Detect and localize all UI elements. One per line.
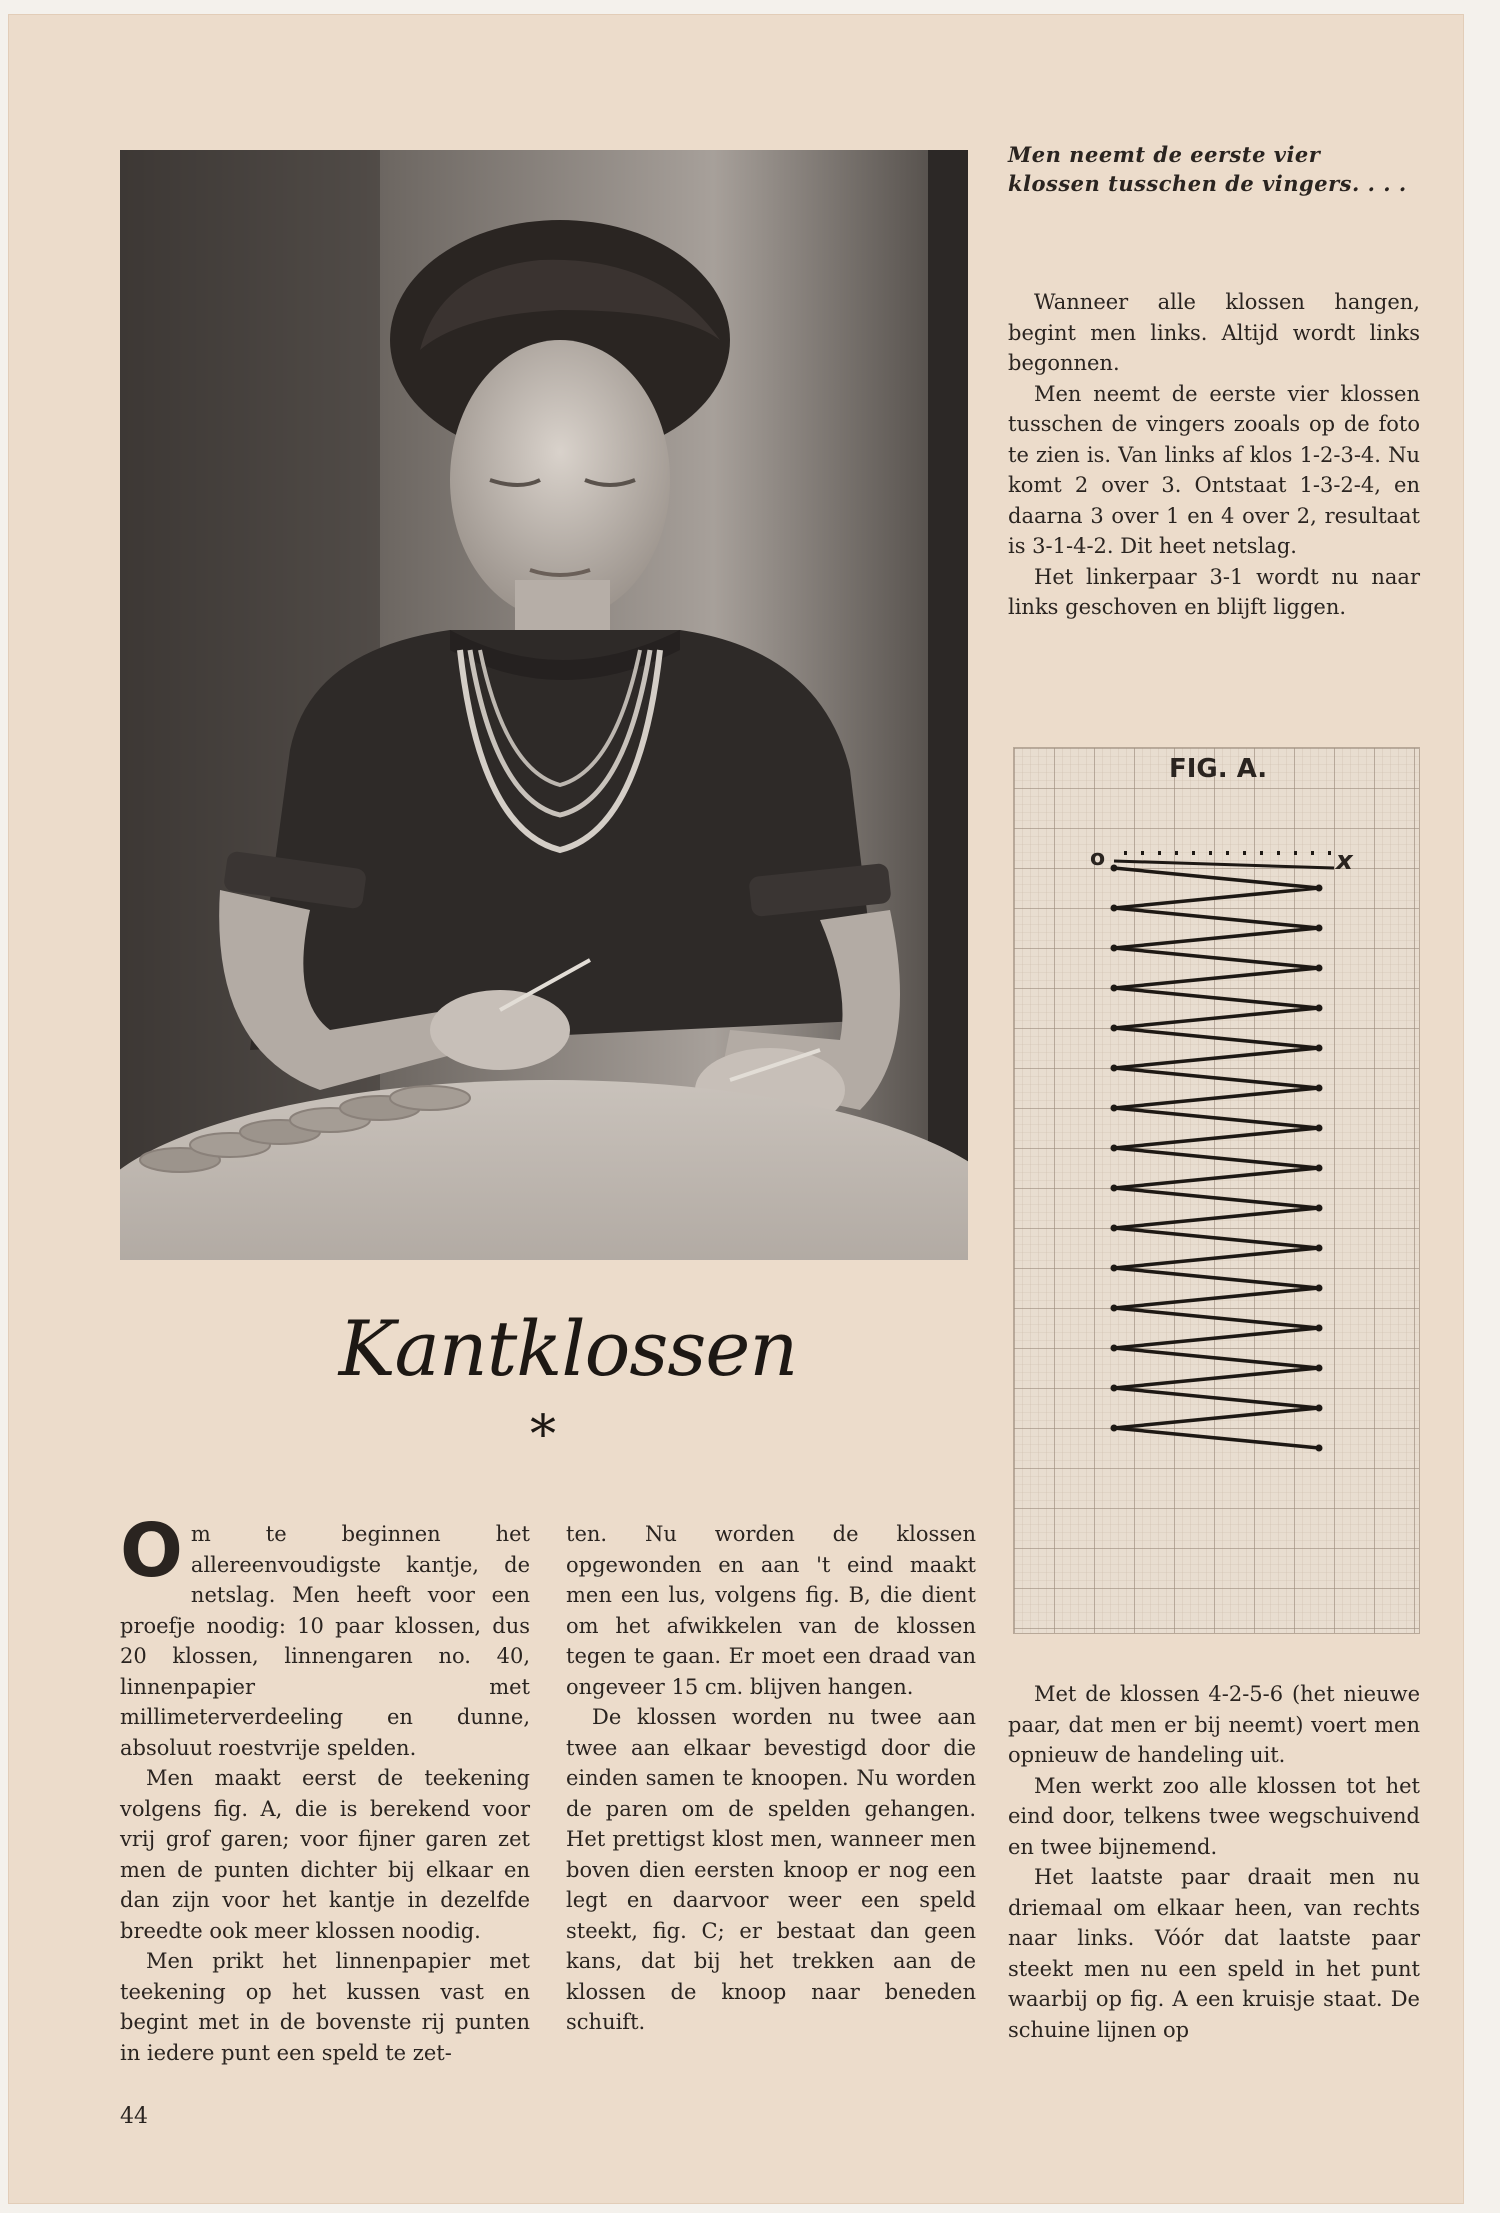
paragraph: ten. Nu worden de klossen opgewonden en aan 't eind maakt men een lus, volgens fig. B, die dient om het afwikkelen van de klossen tegen te gaan. Er moet een draad van ongeveer 15 cm. blijven hangen. [566, 1522, 976, 1699]
pin-point [1111, 1145, 1118, 1152]
middle-column [566, 1519, 976, 2038]
pin-point [1316, 1085, 1323, 1092]
right-column-top [1008, 287, 1420, 623]
pin-point [1316, 1045, 1323, 1052]
pin-point [1316, 1245, 1323, 1252]
paragraph: Men maakt eerst de teekening volgens fig. A, die is berekend voor vrij grof garen; voor fijner garen zet men de punten dichter bij elkaar en dan zijn voor het kantje in dezelfde breedte ook meer klossen noodig. [120, 1766, 530, 1943]
fig-a-start-mark: o [1090, 846, 1106, 871]
pin-point [1316, 1125, 1323, 1132]
pin-point [1316, 1405, 1323, 1412]
pin-point [1111, 1425, 1118, 1432]
pin-point [1111, 1065, 1118, 1072]
photo-caption: Men neemt de eerste vier klossen tusschen de vingers. . . . [1008, 142, 1407, 196]
paragraph: Het linkerpaar 3-1 wordt nu naar links geschoven en blijft liggen. [1008, 564, 1420, 619]
pin-point [1316, 1325, 1323, 1332]
pin-point [1111, 1105, 1118, 1112]
pin-point [1111, 1265, 1118, 1272]
pin-point [1111, 905, 1118, 912]
asterisk-ornament: * [530, 1405, 556, 1465]
page-number: 44 [120, 2104, 148, 2129]
article-title: Kantklossen [338, 1304, 798, 1393]
pin-point [1316, 1165, 1323, 1172]
paragraph: Men werkt zoo alle klossen tot het eind door, telkens twee wegschuivend en twee bijnemend. [1008, 1773, 1420, 1859]
paragraph: Wanneer alle klossen hangen, begint men links. Altijd wordt links begonnen. [1008, 290, 1420, 375]
pin-point [1316, 1005, 1323, 1012]
pin-point [1111, 985, 1118, 992]
pin-point [1316, 1445, 1323, 1452]
right-column-bottom [1008, 1679, 1420, 2045]
photo-illustration [120, 150, 968, 1260]
fig-a-label: FIG. A. [1169, 754, 1268, 784]
fig-a-diagram [1014, 748, 1419, 1633]
pin-point [1111, 945, 1118, 952]
pin-point [1111, 1225, 1118, 1232]
paragraph: Men neemt de eerste vier klossen tusschen de vingers zooals op de foto te zien is. Van links af klos 1-2-3-4. Nu komt 2 over 3. Ontstaat 1-3-2-4, en daarna 3 over 1 en 4 over 2, resultaat is 3-1-4-2. Dit heet netslag. [1008, 381, 1420, 558]
pin-point [1111, 1385, 1118, 1392]
left-column [120, 1508, 530, 2068]
pin-point [1111, 1305, 1118, 1312]
pin-point [1316, 1205, 1323, 1212]
magazine-page [8, 14, 1464, 2204]
paragraph: Het laatste paar draait men nu driemaal om elkaar heen, van rechts naar links. Vóór dat laatste paar steekt men nu een speld in het punt waarbij op fig. A een kruisje staat. De schuine lijnen op [1008, 1865, 1420, 2042]
pin-point [1316, 1285, 1323, 1292]
pin-point [1111, 1345, 1118, 1352]
pin-point [1111, 865, 1118, 872]
figure-a [1013, 747, 1420, 1634]
pin-point [1316, 925, 1323, 932]
fig-a-end-mark: x [1336, 846, 1353, 876]
pin-point [1111, 1185, 1118, 1192]
pin-point [1316, 885, 1323, 892]
paragraph: Met de klossen 4-2-5-6 (het nieuwe paar, dat men er bij neemt) voert men opnieuw de handeling uit. [1008, 1682, 1420, 1767]
first-paragraph-text: m te beginnen het allereenvoudigste kantje, de netslag. Men heeft voor een proefje noodig: 10 paar klossen, dus 20 klossen, linnengaren no. 40, linnenpapier met millimeterverdeeling en dunne, absoluut roestvrije spelden. [120, 1522, 530, 1760]
pin-point [1111, 1025, 1118, 1032]
pin-point [1316, 1365, 1323, 1372]
paragraph [120, 1508, 530, 1763]
pin-point [1316, 965, 1323, 972]
paragraph: Men prikt het linnenpapier met teekening op het kussen vast en begint met in de bovenste rij punten in iedere punt een speld te zet- [120, 1949, 530, 2065]
drop-cap: O [120, 1508, 183, 1594]
lacemaking-photo [120, 150, 968, 1260]
paragraph: De klossen worden nu twee aan twee aan elkaar bevestigd door die einden samen te knoopen. Nu worden de paren om de spelden gehangen. Het prettigst klost men, wanneer men boven dien eersten knoop er nog een legt en daarvoor weer een speld steekt, fig. C; er bestaat dan geen kans, dat bij het trekken aan de klossen de knoop naar beneden schuift. [566, 1705, 976, 2034]
